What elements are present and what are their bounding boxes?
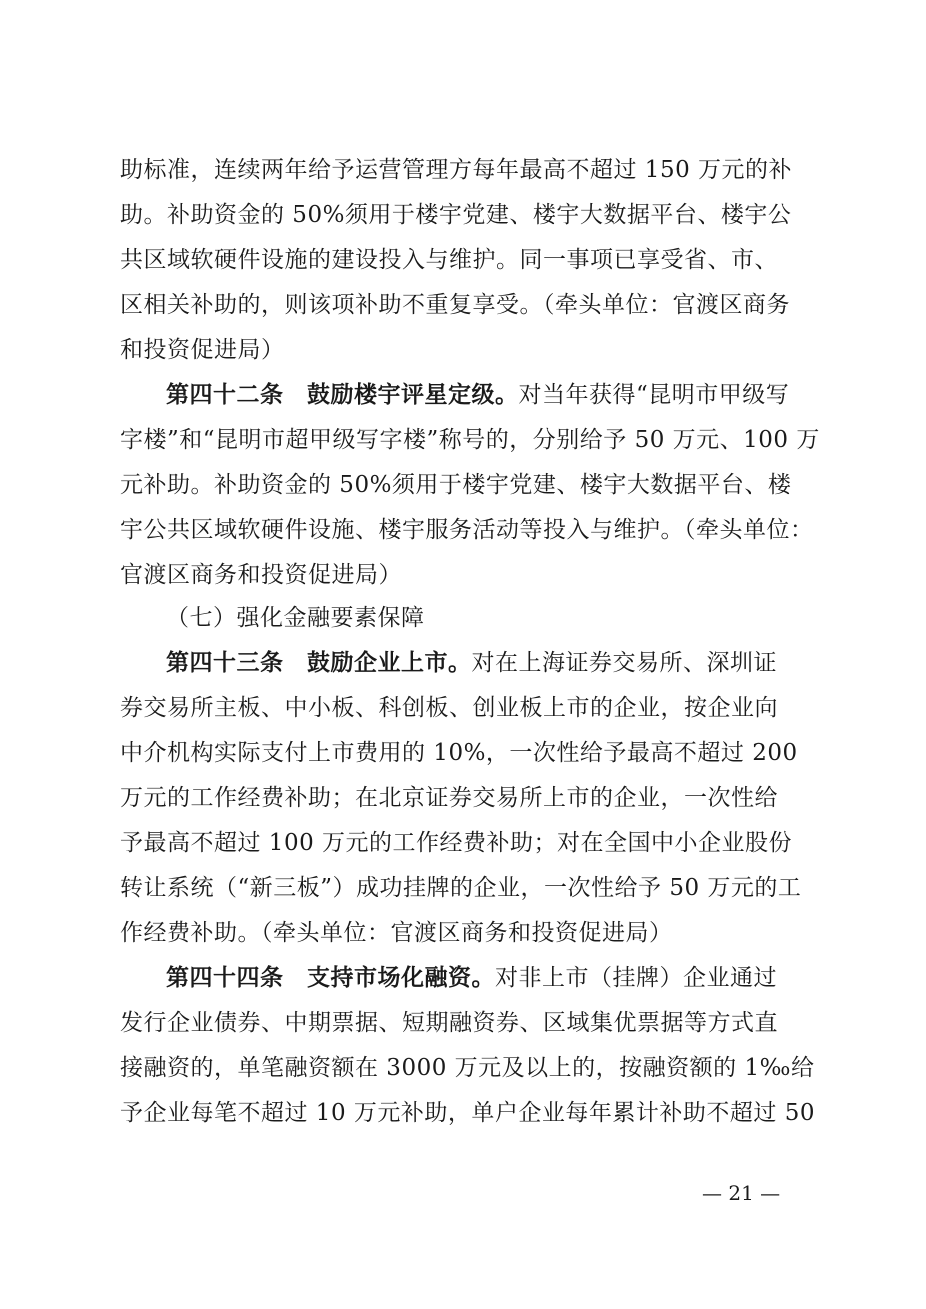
line-text: 转让系统（“新三板”）成功挂牌的企业，一次性给予 50 万元的工: [120, 875, 802, 901]
line-text: 区相关补助的，则该项补助不重复享受。（牵头单位：官渡区商务: [120, 292, 790, 318]
body-line: [120, 512, 814, 548]
line-text: 宇公共区域软硬件设施、楼宇服务活动等投入与维护。（牵头单位：: [120, 517, 814, 543]
line-text: 助标准，连续两年给予运营管理方每年最高不超过 150 万元的补: [120, 157, 793, 183]
article-44-line: [166, 960, 777, 996]
body-line: [120, 690, 778, 726]
article-heading: 第四十三条 鼓励企业上市。: [166, 649, 472, 676]
body-line: [120, 242, 778, 278]
body-line: [120, 735, 798, 771]
body-line: [120, 1095, 815, 1131]
line-text: 对当年获得“昆明市甲级写: [518, 382, 790, 408]
body-line: [120, 332, 285, 368]
body-line: [120, 422, 820, 458]
body-line: [120, 915, 673, 951]
article-heading: 第四十二条 鼓励楼宇评星定级。: [166, 381, 519, 408]
body-line: [120, 1005, 778, 1041]
line-text: 共区域软硬件设施的建设投入与维护。同一事项已享受省、市、: [120, 247, 778, 273]
line-text: 助。补助资金的 50%须用于楼宇党建、楼宇大数据平台、楼宇公: [120, 202, 792, 228]
line-text: 对非上市（挂牌）企业通过: [495, 965, 777, 991]
line-text: 元补助。补助资金的 50%须用于楼宇党建、楼宇大数据平台、楼: [120, 472, 792, 498]
line-text: 官渡区商务和投资促进局）: [120, 562, 402, 588]
line-text: 券交易所主板、中小板、科创板、创业板上市的企业，按企业向: [120, 695, 778, 721]
section-heading: [166, 600, 425, 636]
body-line: [120, 557, 402, 593]
page-number: — 21 —: [702, 1181, 781, 1205]
line-text: 接融资的，单笔融资额在 3000 万元及以上的，按融资额的 1‰给: [120, 1055, 815, 1081]
line-text: 万元的工作经费补助；在北京证券交易所上市的企业，一次性给: [120, 785, 778, 811]
article-42-line: [166, 377, 789, 413]
body-line: [120, 467, 791, 503]
body-line: [120, 197, 791, 233]
article-43-line: [166, 645, 777, 681]
line-text: 对在上海证券交易所、深圳证: [471, 650, 777, 676]
article-heading: 第四十四条 支持市场化融资。: [166, 964, 495, 991]
line-text: 发行企业债券、中期票据、短期融资券、区域集优票据等方式直: [120, 1010, 778, 1036]
body-line: [120, 825, 792, 861]
body-line: [120, 780, 778, 816]
line-text: 中介机构实际支付上市费用的 10%，一次性给予最高不超过 200: [120, 740, 798, 766]
line-text: 予最高不超过 100 万元的工作经费补助；对在全国中小企业股份: [120, 830, 793, 856]
line-text: 作经费补助。（牵头单位：官渡区商务和投资促进局）: [120, 920, 673, 946]
line-text: 字楼”和“昆明市超甲级写字楼”称号的，分别给予 50 万元、100 万: [120, 427, 820, 453]
line-text: （七）强化金融要素保障: [166, 605, 425, 631]
body-line: [120, 1050, 814, 1086]
body-line: [120, 152, 792, 188]
body-line: [120, 287, 790, 323]
line-text: 予企业每笔不超过 10 万元补助，单户企业每年累计补助不超过 50: [120, 1100, 815, 1126]
line-text: 和投资促进局）: [120, 337, 285, 363]
body-line: [120, 870, 801, 906]
